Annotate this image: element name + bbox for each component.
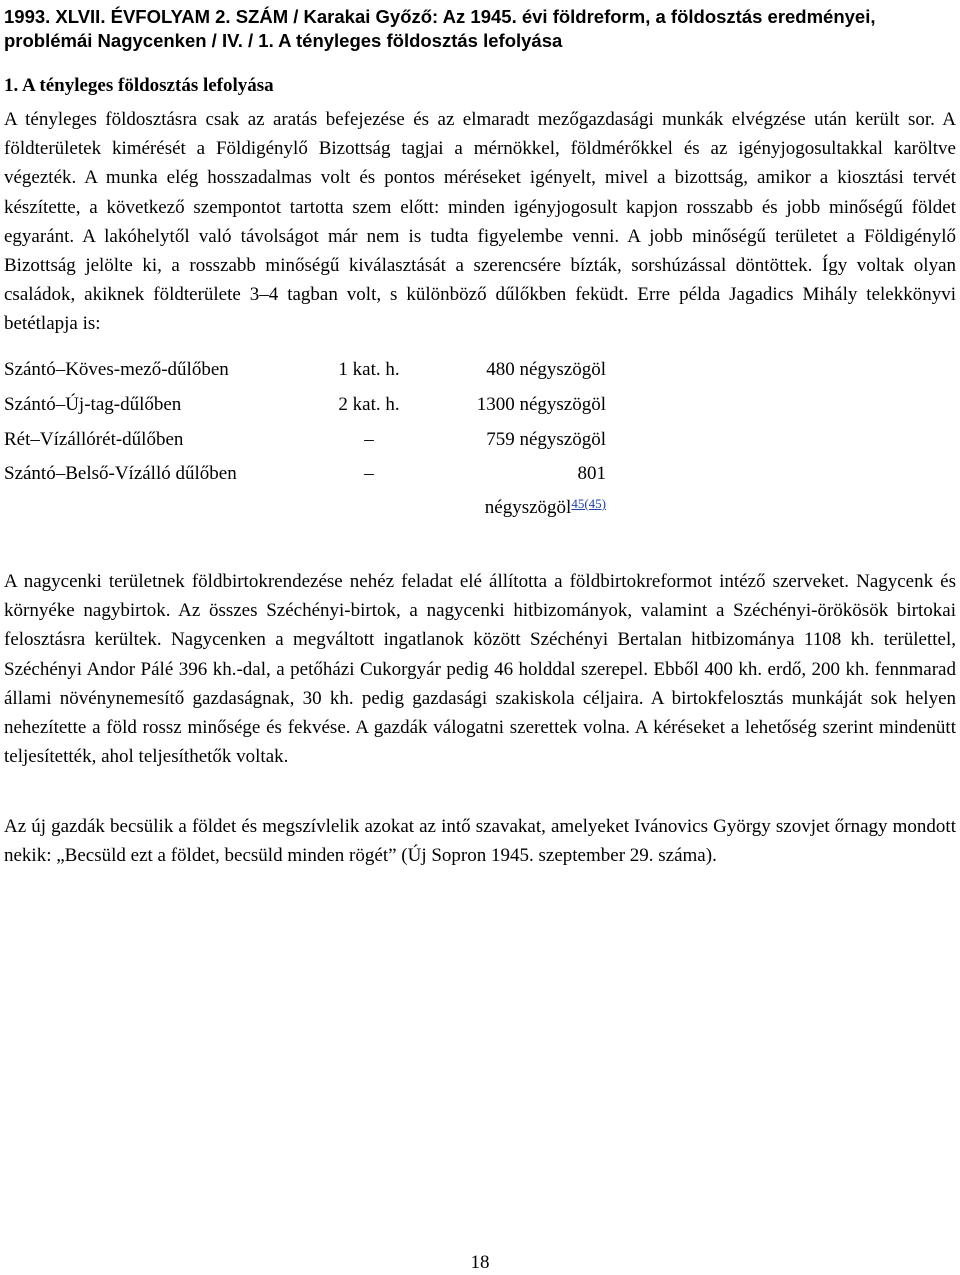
document-header: 1993. XLVII. ÉVFOLYAM 2. SZÁM / Karakai Győző: Az 1945. évi földreform, a földosztás eredményei, problémái Nagycenken / IV. / 1. A tényleges földosztás lefolyása [4,6,876,51]
land-area [424,459,606,523]
land-category: – [364,463,374,484]
land-area: 759 négyszögöl [486,429,606,450]
page-number: 18 [470,1252,490,1273]
paragraph-estate-division: A nagycenki területnek földbirtokrendezése nehéz feladat elé állította a földbirtokreformot intéző szerveket. Nagycenk és környéke nagybirtok. Az összes Széchényi-birtok, a nagycenki hitbizományok, valamint a Széchényi-örökösök birtokai felosztásra kerültek. Nagycenken a megváltott ingatlanok között Széchényi Bertalan hitbizománya 1108 kh. területtel, Széchényi Andor Pálé 396 kh.-dal, a petőházi Cukorgyár pedig 46 holddal szerepel. Ebből 400 kh. erdő, 200 kh. fennmarad állami növénynemesítő gazdaságnak, 30 kh. pedig gazdasági szakiskola céljaira. A birtokfelosztás munkáját sok helyen nehezítette a föld rossz minősége és fekvése. A gazdák válogatni szerettek volna. A kéréseket a lehetőség szerint mindenütt teljesítették, ahol teljesíthetők voltak. [4,571,956,768]
land-place: Szántó–Új-tag-dűlőben [4,394,182,415]
land-area-unit: négyszögöl [484,497,572,518]
land-place: Szántó–Köves-mező-dűlőben [4,359,229,380]
land-area: 1300 négyszögöl [476,394,606,415]
paragraph-new-farmers: Az új gazdák becsülik a földet és megszívlelik azokat az intő szavakat, amelyeket Ivánovics György szovjet őrnagy mondott nekik: „Becsüld ezt a földet, becsüld minden rögét” (Új Sopron 1945. szeptember 29. száma). [4,816,956,867]
land-place: Rét–Vízállórét-dűlőben [4,429,184,450]
land-category: – [364,429,374,450]
land-place: Szántó–Belső-Vízálló dűlőben [4,463,237,484]
land-category: 2 kat. h. [338,394,400,415]
paragraph-land-distribution: A tényleges földosztásra csak az aratás befejezése és az elmaradt mezőgazdasági munkák elvégzése után került sor. A földterületek kimérését a Földigénylő Bizottság tagjai a mérnökkel, földmérőkkel és az igényjogosultakkal karöltve végezték. A munka elég hosszadalmas volt és pontos méréseket igényelt, mivel a bizottság, amikor a kiosztási tervét készítette, a következő szempontot tartotta szem előtt: minden igényjogosult kapjon rosszabb és jobb minőségű földet egyaránt. A lakóhelytől való távolságot már nem is tudta figyelembe venni. A jobb minőségű területet a Földigénylő Bizottság jelölte ki, a rosszabb minőségű kiválasztását a szerencsére bízták, sorshúzással döntöttek. Így voltak olyan családok, akiknek földterülete 3–4 tagban volt, s különböző dűlőkben feküdt. Erre példa Jagadics Mihály telekkönyvi betétlapja is: [4,109,956,335]
land-area-value: 801 [577,463,606,484]
section-heading: 1. A tényleges földosztás lefolyása [4,75,274,96]
land-area: 480 négyszögöl [486,359,606,380]
land-category: 1 kat. h. [338,359,400,380]
footnote-link[interactable]: 45(45) [571,496,606,511]
